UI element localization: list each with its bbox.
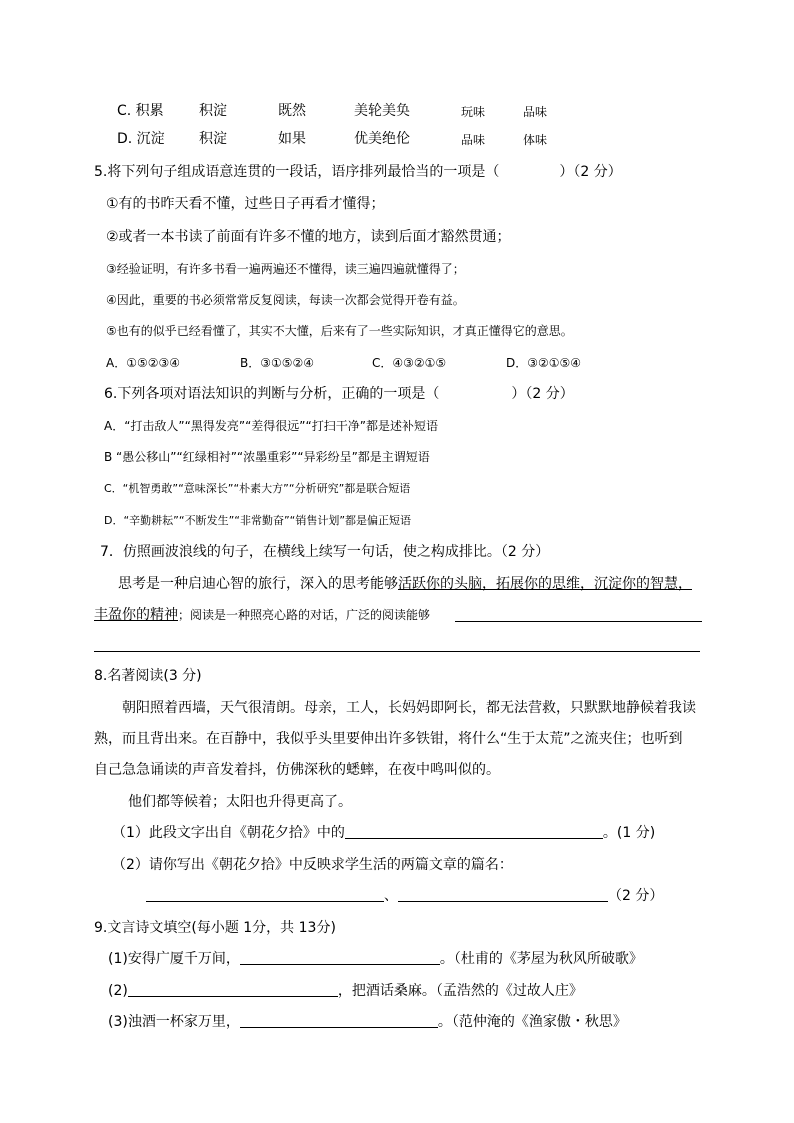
q6-option-d: D．“辛勤耕耘”“不断发生”“非常勤奋”“销售计划”都是偏正短语 xyxy=(104,514,412,527)
q5-option-c: C．④③②①⑤ xyxy=(372,356,447,370)
q4-c-word-5: 玩味 xyxy=(461,105,486,119)
q9-l2-source: ，把酒话桑麻。（孟浩然的《过故人庄》 xyxy=(337,983,583,999)
q8-sub1-text: （1）此段文字出自《朝花夕拾》中的 xyxy=(112,825,345,841)
q9-l1-source: 。（杜甫的《茅屋为秋风所破歌》 xyxy=(439,951,643,967)
q8-sub2-answer-blank-1[interactable] xyxy=(146,887,384,902)
q8-passage-line-4: 他们都等候着；太阳也升得更高了。 xyxy=(128,794,352,810)
q5-sentence-4: ④因此，重要的书必须常常反复阅读，每读一次都会觉得开卷有益。 xyxy=(106,293,465,307)
q6-option-a: A．“打击敌人”“黑得发亮”“差得很远”“打扫干净”都是述补短语 xyxy=(104,419,438,433)
q5-sentence-5: ⑤也有的似乎已经看懂了，其实不大懂，后来有了一些实际知识，才真正懂得它的意思。 xyxy=(106,324,573,338)
q4-c-word-2: 积淀 xyxy=(199,103,227,119)
q4-d-word-2: 积淀 xyxy=(199,131,227,147)
q6-stem-text: 6.下列各项对语法知识的判断与分析，正确的一项是（ xyxy=(104,386,440,402)
q5-sentence-2: ②或者一本书读了前面有许多不懂的地方，读到后面才豁然贯通； xyxy=(106,229,511,245)
q8-title: 8.名著阅读(3 分) xyxy=(94,668,202,684)
q7-wavy-sentence-part-1: 活跃你的头脑，拓展你的思维，沉淀你的智慧， xyxy=(398,576,692,592)
q5-option-d: D．③②①⑤④ xyxy=(506,356,582,370)
q9-l2-answer-blank[interactable] xyxy=(128,982,338,997)
q6-score: ）（2 分） xyxy=(511,386,574,402)
q4-d-word-5: 品味 xyxy=(461,133,486,147)
q7-example-line-1 xyxy=(118,575,692,593)
q6-stem xyxy=(104,385,574,403)
q9-line-2 xyxy=(108,982,583,1000)
q7-wavy-sentence-part-2: 丰盈你的精神 xyxy=(94,607,178,623)
q8-sub2-separator: 、 xyxy=(384,888,398,904)
q4-d-word-3: 如果 xyxy=(278,131,306,147)
q9-title: 9.文言诗文填空(每小题 1分，共 13分) xyxy=(94,920,336,936)
q9-line-3 xyxy=(108,1013,627,1031)
q9-l1-answer-blank[interactable] xyxy=(240,950,440,965)
q5-sentence-3: ③经验证明，有许多书看一遍两遍还不懂得，读三遍四遍就懂得了； xyxy=(106,262,465,276)
q8-sub2-answer-row xyxy=(146,887,663,905)
q7-answer-line-1[interactable] xyxy=(455,621,702,622)
q4-c-label: C. 积累 xyxy=(117,103,164,119)
q9-l1-text: (1)安得广厦千万间， xyxy=(108,951,240,967)
q4-c-word-4: 美轮美奂 xyxy=(354,103,410,119)
q5-score: ）（2 分） xyxy=(559,164,622,180)
q8-subquestion-1 xyxy=(112,824,655,842)
q7-example-line-2 xyxy=(94,606,430,624)
q5-stem xyxy=(94,163,622,181)
q5-sentence-1: ①有的书昨天看不懂，过些日子再看才懂得； xyxy=(106,196,385,212)
q5-option-a: A．①⑤②③④ xyxy=(106,356,180,370)
q9-l3-answer-blank[interactable] xyxy=(240,1013,438,1028)
q9-l3-text: (3)浊酒一杯家万里， xyxy=(108,1014,240,1030)
q8-passage-line-1: 朝阳照着西墙，天气很清朗。母亲，工人，长妈妈即阿长，都无法营救，只默默地静候着我读 xyxy=(122,700,696,716)
q4-c-word-3: 既然 xyxy=(278,103,306,119)
q7-answer-line-2[interactable] xyxy=(94,651,700,652)
q7-example-text: 思考是一种启迪心智的旅行，深入的思考能够 xyxy=(118,576,398,592)
q8-sub2-score: （2 分） xyxy=(608,888,664,904)
q9-l3-source: 。（范仲淹的《渔家傲・秋思》 xyxy=(437,1014,627,1030)
q4-d-word-4: 优美绝伦 xyxy=(354,131,410,147)
q9-l2-number: (2) xyxy=(108,983,128,999)
q8-passage-line-3: 自己急急诵读的声音发着抖，仿佛深秋的蟋蟀，在夜中鸣叫似的。 xyxy=(94,762,500,778)
q8-passage-line-2: 熟，而且背出来。在百静中，我似乎头里要伸出许多铁钳，将什么“生于太荒”之流夹住；也听到 xyxy=(94,731,683,747)
q8-sub1-answer-blank[interactable] xyxy=(345,824,603,839)
q6-option-b: B “愚公移山”“红绿相衬”“浓墨重彩”“异彩纷呈”都是主谓短语 xyxy=(104,450,430,464)
q9-line-1 xyxy=(108,950,643,968)
q8-sub2-answer-blank-2[interactable] xyxy=(398,887,608,902)
q7-reading-text: ；阅读是一种照亮心路的对话，广泛的阅读能够 xyxy=(178,608,431,622)
q4-c-word-6: 品味 xyxy=(523,105,548,119)
q7-stem: 7．仿照画波浪线的句子，在横线上续写一句话，使之构成排比。（2 分） xyxy=(100,544,550,560)
q4-d-word-6: 体味 xyxy=(523,133,548,147)
q6-option-c: C．“机智勇敢”“意味深长”“朴素大方”“分析研究”都是联合短语 xyxy=(104,482,411,495)
q4-d-label: D. 沉淀 xyxy=(117,131,165,147)
q8-sub1-score: 。(1 分) xyxy=(602,825,656,841)
q5-stem-text: 5.将下列句子组成语意连贯的一段话，语序排列最恰当的一项是（ xyxy=(94,164,500,180)
q8-subquestion-2: （2）请你写出《朝花夕拾》中反映求学生活的两篇文章的篇名： xyxy=(112,857,513,873)
q5-option-b: B．③①⑤②④ xyxy=(240,356,315,370)
